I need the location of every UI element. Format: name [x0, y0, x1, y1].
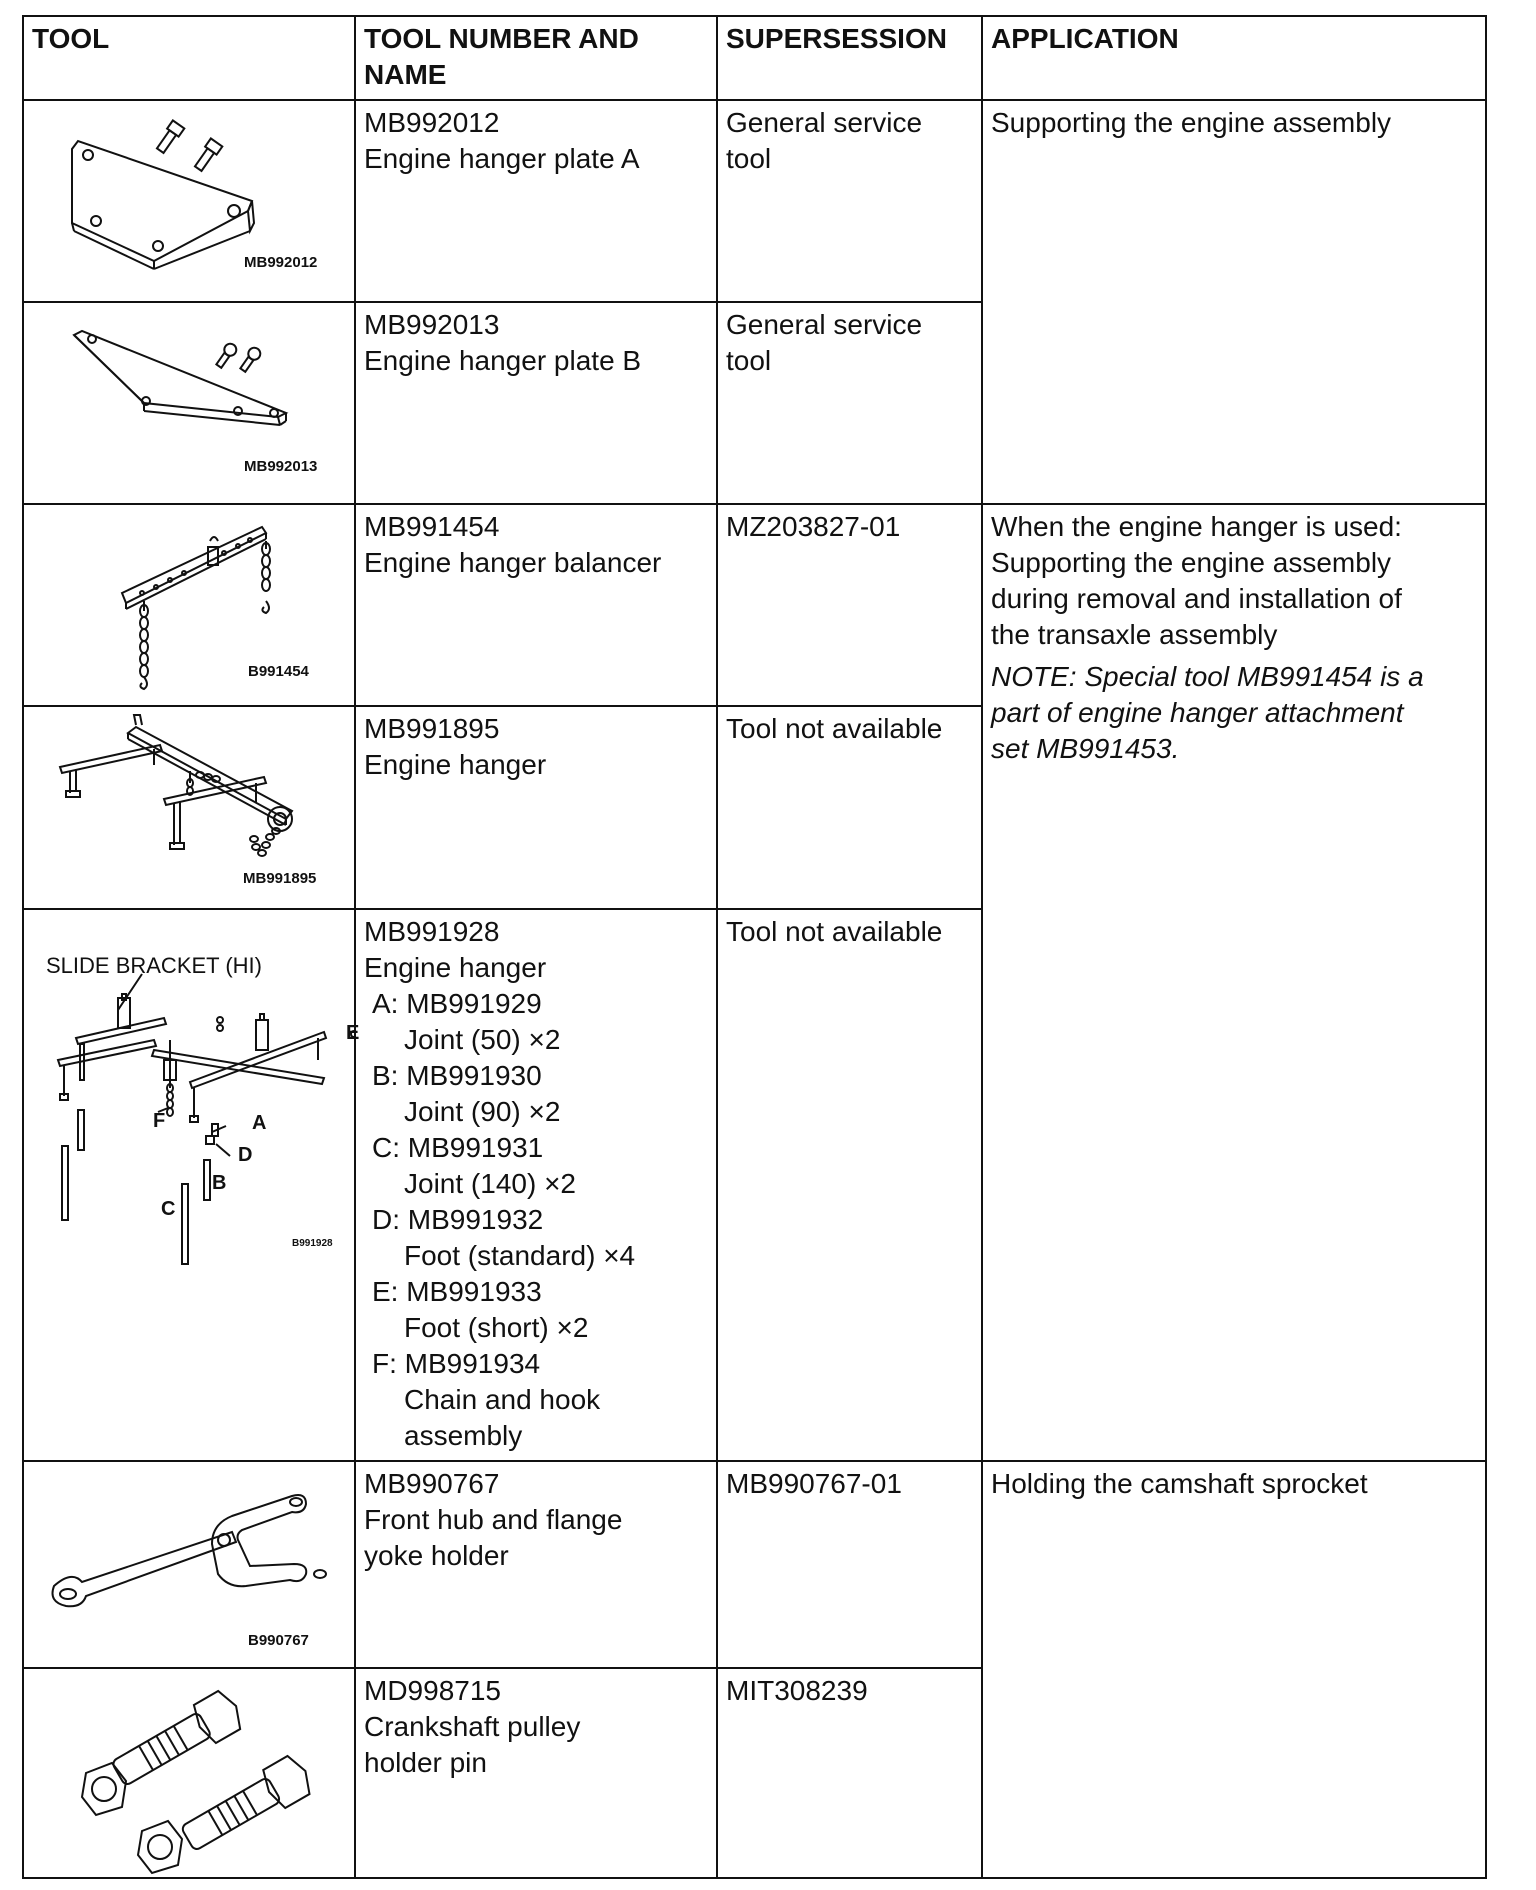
engine-hanger-set-illustration	[24, 910, 354, 1458]
crankshaft-pulley-holder-pin-illustration	[24, 1669, 354, 1875]
part-letter-a: A	[252, 1112, 267, 1134]
application-line: during removal and installation of	[991, 583, 1402, 614]
tool-image-code: B991928	[292, 1238, 333, 1249]
table-row	[23, 1461, 1486, 1668]
tool-image-code: MB992012	[244, 254, 318, 271]
application-cell	[982, 1461, 1486, 1878]
tool-image-cell	[23, 302, 355, 504]
application-cell	[982, 504, 1486, 1461]
tool-number: MB990767	[364, 1468, 500, 1499]
tool-image-cell	[23, 1668, 355, 1878]
tool-number-name-cell	[355, 1668, 717, 1878]
application-cell	[982, 100, 1486, 504]
supersession-cell	[717, 706, 982, 909]
supersession-text: MIT308239	[726, 1675, 868, 1706]
part-id: F: MB991934	[372, 1348, 541, 1379]
tool-image-code: MB992013	[244, 458, 318, 475]
tool-image-cell	[23, 504, 355, 706]
supersession-text: General service tool	[726, 309, 923, 376]
header-row	[23, 16, 1486, 100]
tool-image-cell	[23, 909, 360, 1461]
tool-number-name-cell	[355, 100, 717, 302]
supersession-cell	[717, 302, 982, 504]
tool-image-code: MB991895	[243, 870, 317, 887]
application-text: Supporting the engine assembly	[991, 107, 1392, 138]
supersession-text: MZ203827-01	[726, 511, 901, 542]
part-desc: Joint (90) ×2	[404, 1096, 561, 1127]
part-desc: Joint (50) ×2	[404, 1024, 561, 1055]
part-desc: Foot (short) ×2	[404, 1312, 589, 1343]
supersession-text: Tool not available	[726, 713, 943, 744]
tool-image-cell	[23, 706, 355, 909]
table-row	[23, 504, 1486, 706]
header-supersession: SUPERSESSION	[717, 16, 982, 100]
tool-number: MB992013	[364, 309, 500, 340]
part-id: C: MB991931	[372, 1132, 544, 1163]
supersession-text: MB990767-01	[726, 1468, 902, 1499]
engine-hanger-plate-a-illustration	[24, 101, 354, 301]
part-letter-c: C	[161, 1198, 176, 1220]
supersession-text: General service tool	[726, 107, 923, 174]
part-letter-f: F	[153, 1110, 166, 1132]
part-desc: Joint (140) ×2	[404, 1168, 576, 1199]
note-line: part of engine hanger attachment	[991, 697, 1404, 728]
tool-number-name-cell	[355, 504, 717, 706]
header-tool: TOOL	[23, 16, 355, 100]
tool-name: Crankshaft pulley holder pin	[364, 1711, 581, 1778]
part-desc: Chain and hook	[404, 1384, 601, 1415]
image-label: SLIDE BRACKET (HI)	[46, 953, 262, 978]
supersession-cell	[717, 100, 982, 302]
part-id: E: MB991933	[372, 1276, 542, 1307]
header-tool-number-and-name: TOOL NUMBER AND NAME	[355, 16, 717, 100]
special-tools-table	[22, 15, 1487, 1879]
tool-number: MB991928	[364, 916, 500, 947]
part-id: D: MB991932	[372, 1204, 544, 1235]
application-note	[991, 659, 1477, 767]
supersession-text: Tool not available	[726, 916, 943, 947]
application-line: When the engine hanger is used:	[991, 511, 1402, 542]
note-line: NOTE: Special tool MB991454 is a	[991, 661, 1424, 692]
tool-name: Engine hanger plate A	[364, 143, 640, 174]
tool-image-code: B991454	[248, 663, 309, 680]
header-application: APPLICATION	[982, 16, 1486, 100]
tool-number: MB992012	[364, 107, 500, 138]
tool-name: Engine hanger balancer	[364, 547, 662, 578]
tool-name: Front hub and flange yoke holder	[364, 1504, 623, 1571]
part-id: B: MB991930	[372, 1060, 542, 1091]
tool-number: MB991895	[364, 713, 500, 744]
supersession-cell	[717, 504, 982, 706]
part-desc-continued: assembly	[404, 1420, 523, 1451]
application-line: Supporting the engine assembly	[991, 547, 1392, 578]
tool-name: Engine hanger plate B	[364, 345, 642, 376]
supersession-cell	[717, 909, 982, 1461]
tool-image-cell	[23, 100, 355, 302]
tool-number-name-cell	[355, 1461, 717, 1668]
part-id: A: MB991929	[372, 988, 542, 1019]
supersession-cell	[717, 1461, 982, 1668]
supersession-cell	[717, 1668, 982, 1878]
tool-number: MD998715	[364, 1675, 501, 1706]
tool-image-code: B990767	[248, 1632, 309, 1649]
tool-name: Engine hanger	[364, 952, 547, 983]
tool-image-cell	[23, 1461, 355, 1668]
application-line: the transaxle assembly	[991, 619, 1278, 650]
tool-number-name-cell	[355, 909, 717, 1461]
application-text: Holding the camshaft sprocket	[991, 1468, 1368, 1499]
part-desc: Foot (standard) ×4	[404, 1240, 636, 1271]
tool-number-name-cell	[355, 302, 717, 504]
part-letter-b: B	[212, 1172, 227, 1194]
note-line: set MB991453.	[991, 733, 1180, 764]
part-letter-e: E	[346, 1022, 360, 1044]
tool-number-name-cell	[355, 706, 717, 909]
table-row	[23, 100, 1486, 302]
part-letter-d: D	[238, 1144, 253, 1166]
tool-name: Engine hanger	[364, 749, 547, 780]
tool-number: MB991454	[364, 511, 500, 542]
